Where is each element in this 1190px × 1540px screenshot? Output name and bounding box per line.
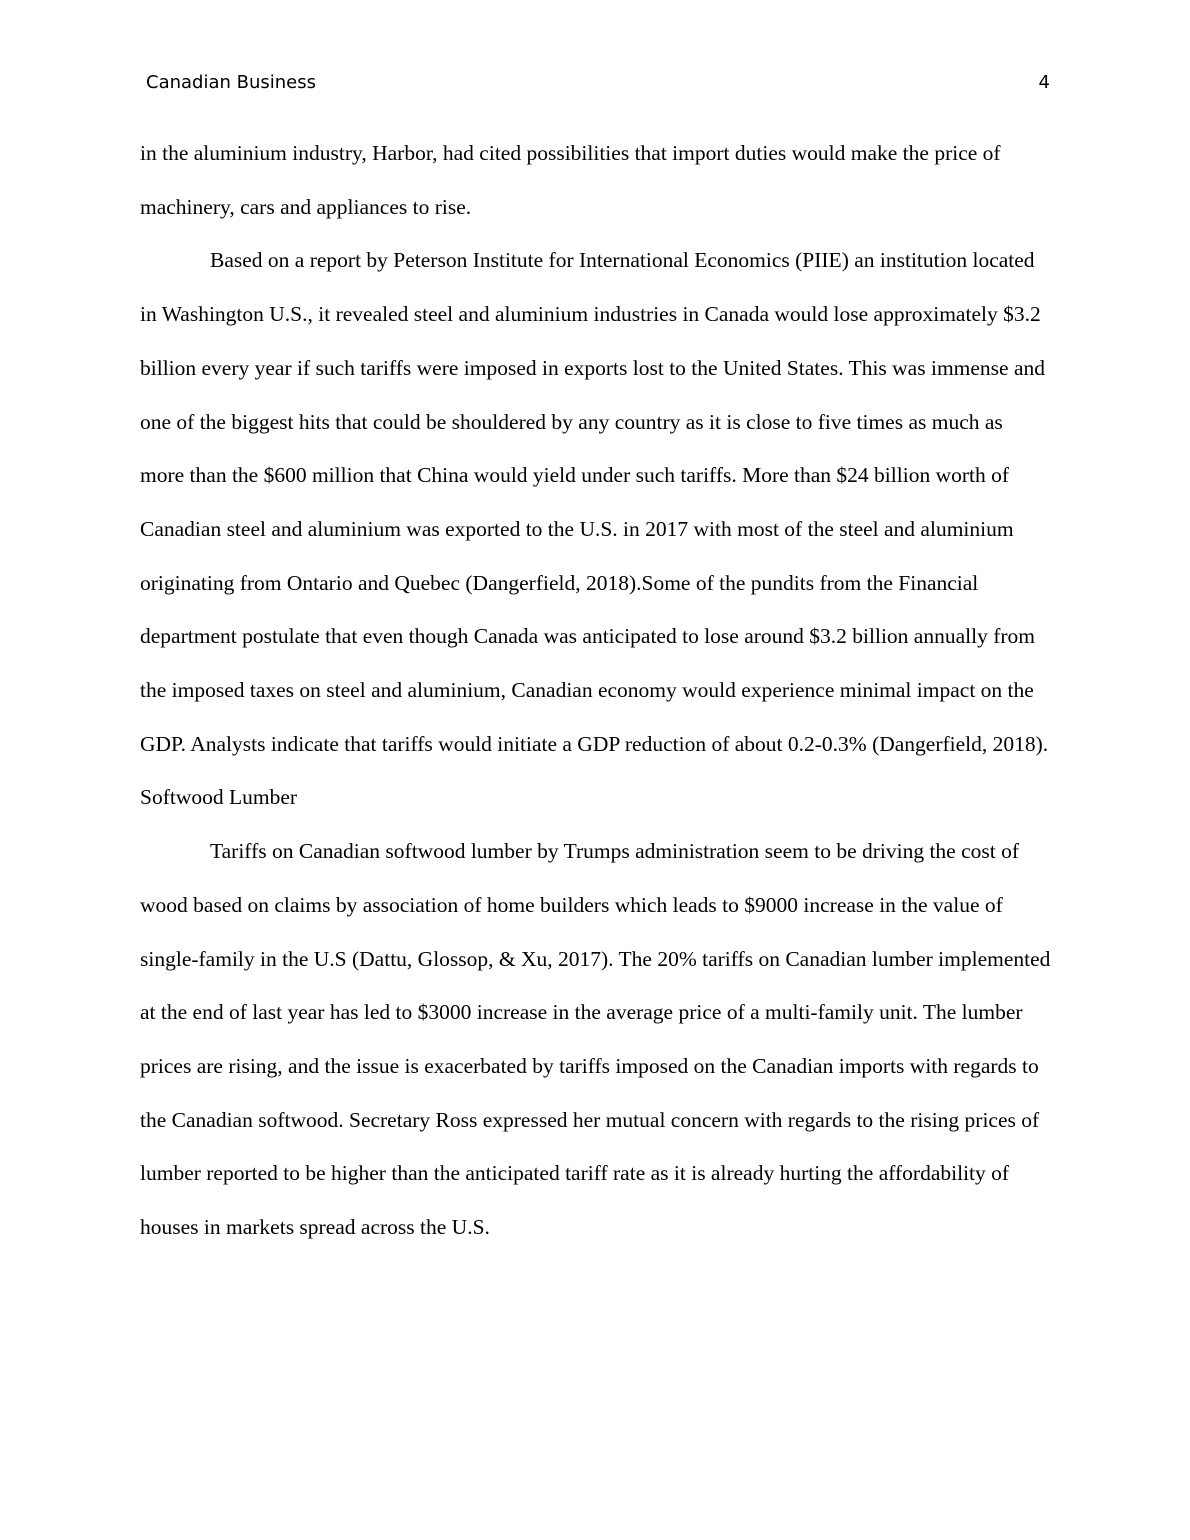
document-body xyxy=(140,127,1052,1255)
page-number: 4 xyxy=(1038,72,1050,93)
paragraph-softwood-tariffs: Tariffs on Canadian softwood lumber by Trumps administration seem to be driving the cost of wood based on claims by association of home builders which leads to $9000 increase in the value of single-family in the U.S (Dattu, Glossop, & Xu, 2017). The 20% tariffs on Canadian lumber implemented at the end of last year has led to $3000 increase in the average price of a multi-family unit. The lumber prices are rising, and the issue is exacerbated by tariffs imposed on the Canadian imports with regards to the Canadian softwood. Secretary Ross expressed her mutual concern with regards to the rising prices of lumber reported to be higher than the anticipated tariff rate as it is already hurting the affordability of houses in markets spread across the U.S. xyxy=(140,839,1051,1240)
paragraph-continuation: in the aluminium industry, Harbor, had cited possibilities that import duties would make the price of machinery, cars and appliances to rise. xyxy=(140,141,1001,219)
paragraph-piie-report: Based on a report by Peterson Institute for International Economics (PIIE) an institution located in Washington U.S., it revealed steel and aluminium industries in Canada would lose approximately $3.2 billion every year if such tariffs were imposed in exports lost to the United States. This was immense and one of the biggest hits that could be shouldered by any country as it is close to five times as much as more than the $600 million that China would yield under such tariffs. More than $24 billion worth of Canadian steel and aluminium was exported to the U.S. in 2017 with most of the steel and aluminium originating from Ontario and Quebec (Dangerfield, 2018).Some of the pundits from the Financial department postulate that even though Canada was anticipated to lose around $3.2 billion annually from the imposed taxes on steel and aluminium, Canadian economy would experience minimal impact on the GDP. Analysts indicate that tariffs would initiate a GDP reduction of about 0.2-0.3% (Dangerfield, 2018). xyxy=(140,248,1049,756)
running-header-title: Canadian Business xyxy=(146,72,316,93)
section-heading-softwood-lumber: Softwood Lumber xyxy=(140,785,298,810)
